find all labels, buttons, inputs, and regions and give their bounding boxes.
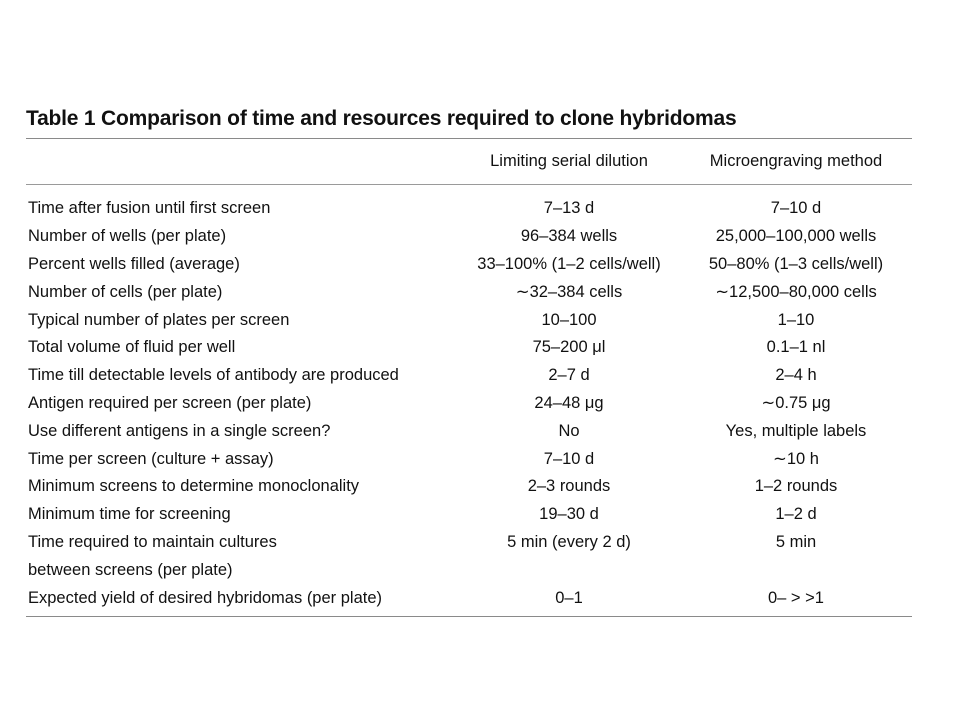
table-row bbox=[26, 251, 912, 279]
comparison-table bbox=[26, 104, 912, 617]
row-label: Minimum time for screening bbox=[28, 505, 231, 524]
limiting-serial-dilution-cell: 33–100% (1–2 cells/well) bbox=[477, 254, 661, 273]
limiting-serial-dilution-cell: 2–7 d bbox=[548, 366, 590, 385]
microengraving-method-cell: 25,000–100,000 wells bbox=[715, 227, 877, 246]
row-label: Use different antigens in a single screen? bbox=[28, 421, 331, 440]
microengraving-method-cell: 1–10 bbox=[777, 310, 815, 329]
microengraving-method-cell: ∼12,500–80,000 cells bbox=[715, 283, 877, 302]
microengraving-method-cell: ∼0.75 μg bbox=[761, 394, 831, 413]
row-label: Time per screen (culture + assay) bbox=[28, 449, 274, 468]
table-row bbox=[26, 306, 912, 334]
limiting-serial-dilution-cell: 2–3 rounds bbox=[527, 477, 611, 496]
table-row bbox=[26, 334, 912, 362]
row-label: Expected yield of desired hybridomas (per plate) bbox=[28, 588, 383, 607]
table-title: Table 1 Comparison of time and resources required to clone hybridomas bbox=[26, 107, 737, 130]
microengraving-method-cell: 50–80% (1–3 cells/well) bbox=[708, 254, 884, 273]
limiting-serial-dilution-cell: 7–10 d bbox=[543, 449, 595, 468]
microengraving-method-cell: 2–4 h bbox=[775, 366, 817, 385]
table-row bbox=[26, 473, 912, 501]
row-label: Minimum screens to determine monoclonality bbox=[28, 477, 360, 496]
table-body bbox=[26, 185, 912, 616]
table-row bbox=[26, 556, 912, 584]
limiting-serial-dilution-cell: 7–13 d bbox=[543, 199, 595, 218]
microengraving-method-cell: Yes, multiple labels bbox=[725, 421, 867, 440]
microengraving-method-cell: ∼10 h bbox=[773, 450, 819, 469]
microengraving-method-cell: 0.1–1 nl bbox=[766, 338, 826, 357]
limiting-serial-dilution-cell: 75–200 μl bbox=[532, 338, 606, 357]
bottom-rule bbox=[26, 616, 912, 617]
limiting-serial-dilution-cell: ∼32–384 cells bbox=[515, 283, 623, 302]
row-label: Antigen required per screen (per plate) bbox=[28, 393, 312, 412]
table-row bbox=[26, 417, 912, 445]
microengraving-method-cell: 5 min bbox=[775, 532, 817, 551]
limiting-serial-dilution-cell: 19–30 d bbox=[539, 505, 599, 524]
row-label: Percent wells filled (average) bbox=[28, 254, 240, 273]
header-limiting-serial-dilution: Limiting serial dilution bbox=[490, 152, 648, 170]
microengraving-method-cell: 1–2 d bbox=[775, 505, 817, 524]
limiting-serial-dilution-cell: No bbox=[558, 421, 580, 440]
table-row bbox=[26, 445, 912, 473]
row-label: Number of wells (per plate) bbox=[28, 227, 227, 246]
limiting-serial-dilution-cell: 0–1 bbox=[555, 588, 583, 607]
table-row bbox=[26, 529, 912, 557]
microengraving-method-cell: 7–10 d bbox=[770, 199, 822, 218]
table-row bbox=[26, 223, 912, 251]
row-label: Total volume of fluid per well bbox=[28, 338, 236, 357]
table-row bbox=[26, 278, 912, 306]
microengraving-method-cell: 1–2 rounds bbox=[754, 477, 838, 496]
row-label: between screens (per plate) bbox=[28, 560, 233, 579]
table-header-row bbox=[26, 139, 912, 184]
microengraving-method-cell: 0– > >1 bbox=[768, 588, 824, 607]
row-label: Typical number of plates per screen bbox=[28, 310, 290, 329]
limiting-serial-dilution-cell: 5 min (every 2 d) bbox=[507, 532, 631, 551]
row-label: Number of cells (per plate) bbox=[28, 282, 223, 301]
row-label: Time required to maintain cultures bbox=[28, 532, 277, 551]
table-row bbox=[26, 584, 912, 612]
table-row bbox=[26, 390, 912, 418]
table-row bbox=[26, 195, 912, 223]
row-label: Time till detectable levels of antibody are produced bbox=[28, 366, 399, 385]
table-row bbox=[26, 501, 912, 529]
limiting-serial-dilution-cell: 24–48 μg bbox=[534, 393, 604, 412]
limiting-serial-dilution-cell: 10–100 bbox=[541, 310, 597, 329]
header-microengraving-method: Microengraving method bbox=[709, 152, 883, 170]
limiting-serial-dilution-cell: 96–384 wells bbox=[520, 227, 618, 246]
row-label: Time after fusion until first screen bbox=[28, 199, 271, 218]
table-row bbox=[26, 362, 912, 390]
